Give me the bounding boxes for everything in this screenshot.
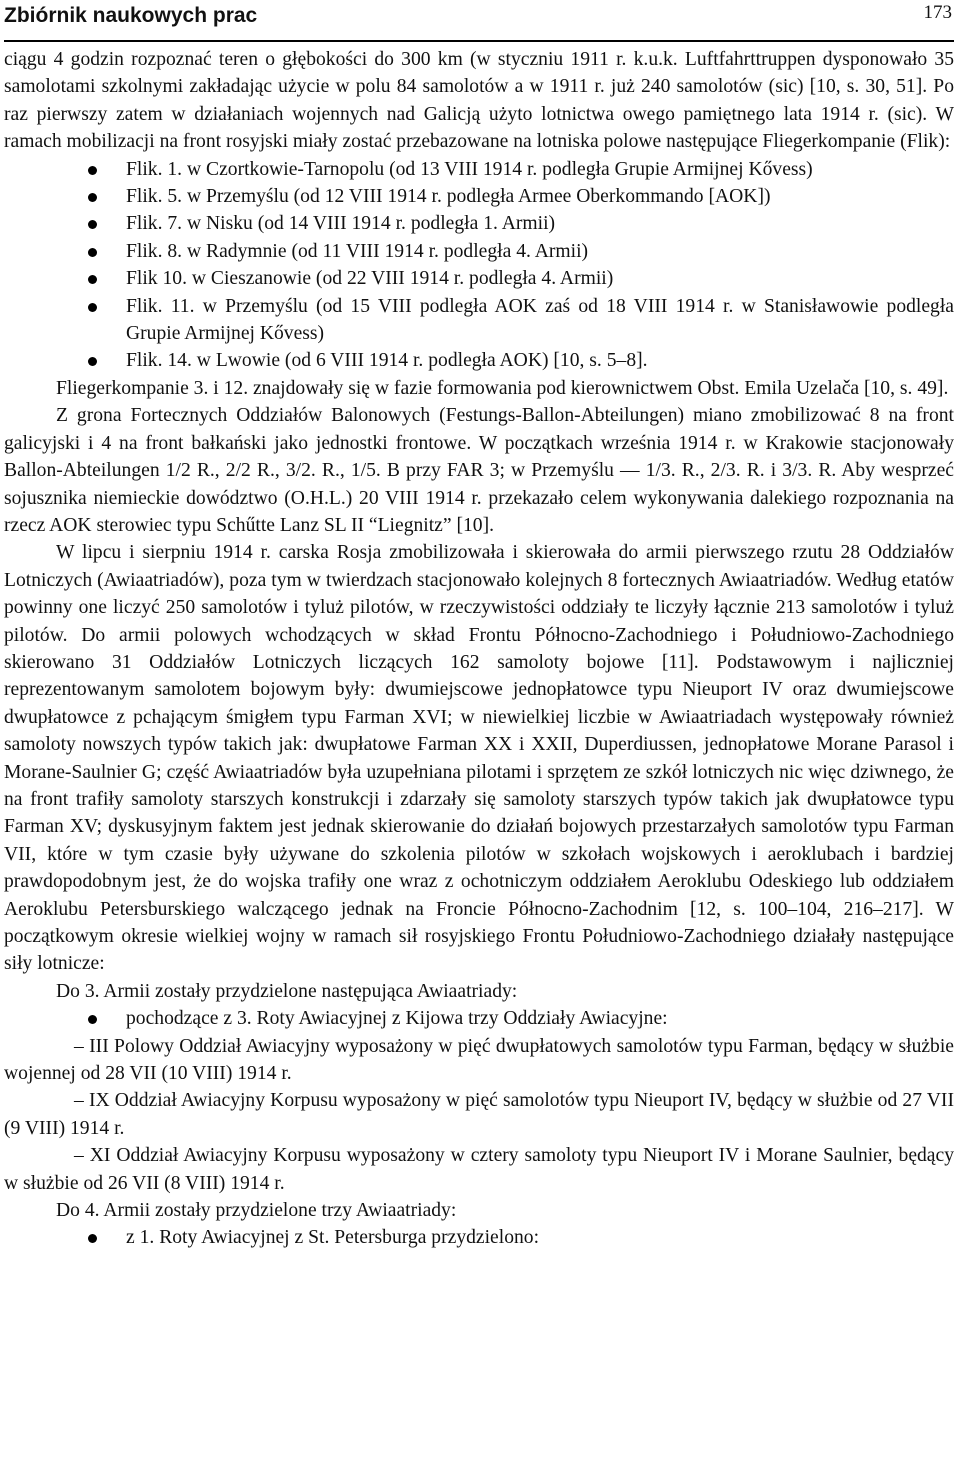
- page-number: 173: [923, 2, 952, 23]
- list-item: Flik. 7. w Nisku (od 14 VIII 1914 r. podległa 1. Armii): [4, 210, 954, 237]
- page-header: [4, 0, 954, 42]
- list-item: z 1. Roty Awiacyjnej z St. Petersburga przydzielono:: [4, 1224, 954, 1251]
- journal-title: Zbiórnik naukowych prac: [4, 4, 258, 27]
- paragraph-intro: ciągu 4 godzin rozpoznać teren o głębokości do 300 km (w styczniu 1911 r. k.u.k. Luftfahrttruppen dysponowało 35 samolotami szkolnymi zakładając użycie w polu 84 samolotów a w 1911 r. już 240 samolotów (sic) [10, s. 30, 51]. Po raz pierwszy zatem w działaniach wojennych nad Galicją użyto lotnictwa owego pamiętnego lata 1914 r. (sic). W ramach mobilizacji na front rosyjski miały zostać przebazowane na lotniska polowe następujące Fliegerkompanie (Flik):: [4, 49, 954, 153]
- list-item: Flik. 1. w Czortkowie-Tarnopolu (od 13 VIII 1914 r. podległa Grupie Armijnej Kővess): [4, 156, 954, 183]
- list-item: Flik 10. w Cieszanowie (od 22 VIII 1914 r. podległa 4. Armii): [4, 265, 954, 292]
- list-item: pochodzące z 3. Roty Awiacyjnej z Kijowa trzy Oddziały Awiacyjne:: [4, 1005, 954, 1032]
- paragraph-3-armia: Do 3. Armii zostały przydzielone następująca Awiaatriady:: [56, 980, 518, 1002]
- paragraph-balloons: Z grona Fortecznych Oddziałów Balonowych (Festungs-Ballon-Abteilungen) miano zmobilizować 8 na front galicyjski i 4 na front bałkański jako jednostki frontowe. W początkach września 1914 r. w Krakowie stacjonowały Ballon-Abteilungen 1/2 R., 2/2 R., 3/2. R., 1/5. B przy FAR 3; w Przemyślu — 1/3. R., 2/3. R. i 3/3. R. Aby wesprzeć sojusznika niemieckie dowództwo (O.H.L.) 20 VIII 1914 r. przekazało celem wykonywania dalekiego rozpoznania na rzecz AOK sterowiec typu Schűtte Lanz SL II “Liegnitz” [10].: [4, 405, 954, 536]
- list-item: Flik. 11. w Przemyślu (od 15 VIII podległa AOK zaś od 18 VIII 1914 r. w Stanisławowie podległa Grupie Armijnej Kővess): [4, 293, 954, 348]
- list-item: Flik. 14. w Lwowie (od 6 VIII 1914 r. podległa AOK) [10, s. 5–8].: [4, 347, 954, 374]
- dash-item-ix: – IX Oddział Awiacyjny Korpusu wyposażony w pięć samolotów typu Nieuport IV, będący w służbie od 27 VII (9 VIII) 1914 r.: [4, 1090, 954, 1139]
- paragraph-4-armia: Do 4. Armii zostały przydzielone trzy Awiaatriady:: [56, 1200, 457, 1222]
- paragraph-russia: W lipcu i sierpniu 1914 r. carska Rosja zmobilizowała i skierowała do armii pierwszego rzutu 28 Oddziałów Lotniczych (Awiaatriadów), poza tym w twierdzach stacjonowało kolejnych 8 fortecznych Awiaatriadów. Według etatów powinny one liczyć 250 samolotów i tyluż pilotów, w rzeczywistości oddziały te liczyły łącznie 213 samolotów i tyluż pilotów. Do armii polowych wchodzących w skład Frontu Północno-Zachodniego i Południowo-Zachodniego skierowano 31 Oddziałów Lotniczych liczących 162 samoloty bojowe [11]. Podstawowym i najliczniej reprezentowanym samolotem bojowym były: dwumiejscowe jednopłatowce typu Nieuport IV oraz dwumiejscowe dwupłatowce z pchającym śmigłem typu Farman XVI; w niewielkiej liczbie w Awiaatriadach występowały również samoloty nowszych typów takich jak: dwupłatowe Farman XX i XXII, Duperdiussen, jednopłatowe Morane Parasol i Morane-Saulnier G; część Awiaatriadów była uzupełniana pilotami i sprzętem ze szkół lotniczych nic więc dziwnego, że na front trafiły samoloty starszych konstrukcji i zdarzały się samoloty starszych typów takich jak dwupłatowce typu Farman XV; dyskusyjnym faktem jest jednak skierowanie do działań bojowych przestarzałych samolotów typu Farman VII, które w tym czasie były używane do szkolenia pilotów w szkołach wojskowych i aeroklubach i bardziej prawdopodobnym jest, że do wojska trafiły one wraz z ochotniczym oddziałem Aeroklubu Odeskiego lub oddziałem Aeroklubu Petersburskiego walczącego jednak na Froncie Północno-Zachodnim [12, s. 100–104, 216–217]. W początkowym okresie wielkiej wojny w ramach sił rosyjskiego Frontu Południowo-Zachodniego działały następujące siły lotnicze:: [4, 542, 954, 975]
- dash-item-xi: – XI Oddział Awiacyjny Korpusu wyposażony w cztery samoloty typu Nieuport IV i Morane Saulnier, będący w służbie od 26 VII (8 VIII) 1914 r.: [4, 1145, 954, 1194]
- bullet-list-4: [4, 1224, 954, 1251]
- bullet-list-3: [4, 1005, 954, 1032]
- dash-item-iii: – III Polowy Oddział Awiacyjny wyposażony w pięć dwupłatowych samolotów typu Farman, będący w służbie wojennej od 28 VII (10 VIII) 1914 r.: [4, 1035, 954, 1085]
- paragraph-fliegerkompanie: Fliegerkompanie 3. i 12. znajdowały się w fazie formowania pod kierownictwem Obst. Emila Uzelača [10, s. 49].: [56, 377, 949, 399]
- flik-list: [4, 156, 954, 375]
- article-body: [4, 46, 954, 1252]
- list-item: Flik. 5. w Przemyślu (od 12 VIII 1914 r. podległa Armee Oberkommando [AOK]): [4, 183, 954, 210]
- list-item: Flik. 8. w Radymnie (od 11 VIII 1914 r. podległa 4. Armii): [4, 238, 954, 265]
